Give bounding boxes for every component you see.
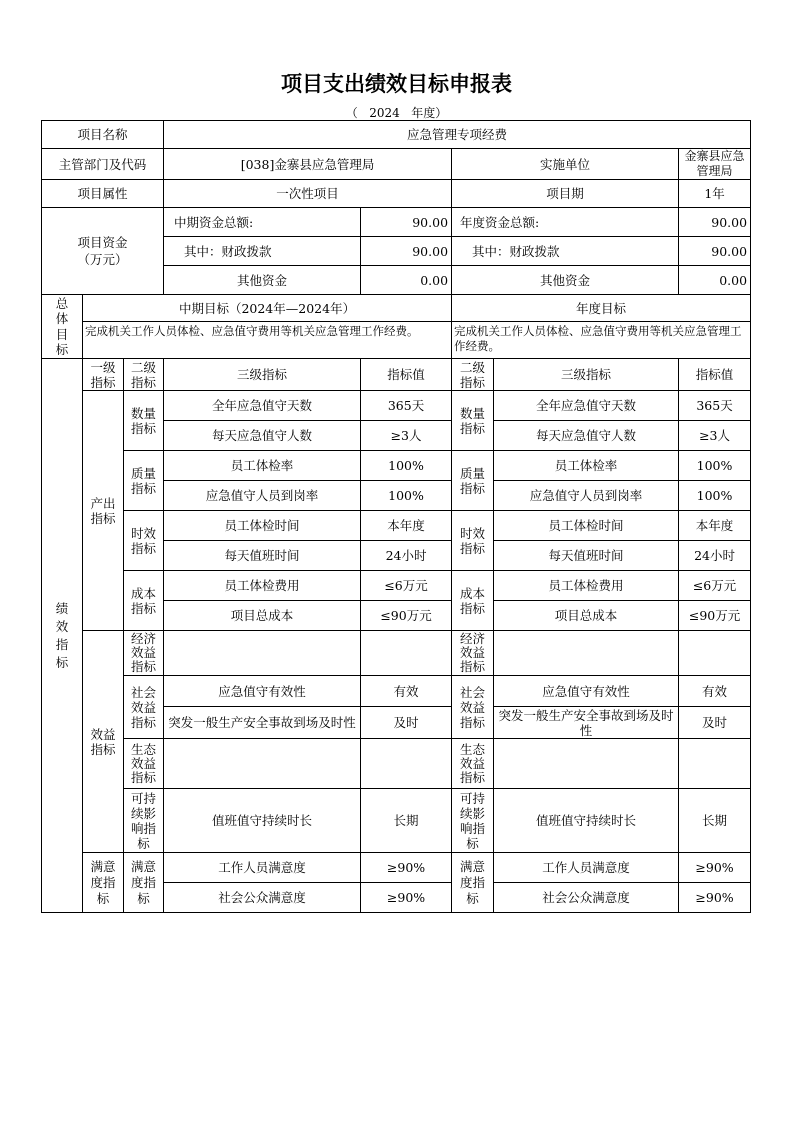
ind-name: 员工体检时间 bbox=[164, 511, 361, 541]
ind-value: 有效 bbox=[361, 676, 452, 707]
l2-cost: 成本 指标 bbox=[124, 571, 164, 631]
ind-name-annual: 全年应急值守天数 bbox=[494, 391, 679, 421]
ind-name-annual: 员工体检费用 bbox=[494, 571, 679, 601]
l2-social-annual: 社会 效益 指标 bbox=[452, 676, 494, 739]
ind-name: 每天值班时间 bbox=[164, 541, 361, 571]
value-annual-other: 0.00 bbox=[679, 266, 751, 295]
ind-value-empty bbox=[361, 631, 452, 676]
ind-value-annual: 100% bbox=[679, 451, 751, 481]
label-satisfaction: 满意 度指 标 bbox=[83, 853, 124, 913]
value-annual-fiscal: 90.00 bbox=[679, 237, 751, 266]
hdr-level1: 一级 指标 bbox=[83, 359, 124, 391]
ind-value: 及时 bbox=[361, 707, 452, 739]
label-mid-other: 其他资金 bbox=[164, 266, 361, 295]
label-project-name: 项目名称 bbox=[42, 121, 164, 149]
ind-name: 工作人员满意度 bbox=[164, 853, 361, 883]
value-annual-total: 90.00 bbox=[679, 208, 751, 237]
ind-value-empty-annual bbox=[679, 631, 751, 676]
ind-value-annual: 100% bbox=[679, 481, 751, 511]
ind-name-annual: 值班值守持续时长 bbox=[494, 789, 679, 853]
value-period: 1年 bbox=[679, 180, 751, 208]
l2-satisfaction: 满意 度指 标 bbox=[124, 853, 164, 913]
ind-value-annual: ≥90% bbox=[679, 883, 751, 913]
label-benefit: 效益 指标 bbox=[83, 631, 124, 853]
ind-name: 项目总成本 bbox=[164, 601, 361, 631]
ind-value: 100% bbox=[361, 451, 452, 481]
ind-value-empty bbox=[361, 739, 452, 789]
value-mid-goal: 完成机关工作人员体检、应急值守费用等机关应急管理工作经费。 bbox=[83, 322, 452, 359]
ind-value-annual: ≥3人 bbox=[679, 421, 751, 451]
label-period: 项目期 bbox=[452, 180, 679, 208]
ind-value: 长期 bbox=[361, 789, 452, 853]
ind-value: 24小时 bbox=[361, 541, 452, 571]
ind-name-annual: 每天应急值守人数 bbox=[494, 421, 679, 451]
ind-value: ≤90万元 bbox=[361, 601, 452, 631]
label-mid-total: 中期资金总额: bbox=[164, 208, 361, 237]
label-overall-goal: 总 体 目 标 bbox=[42, 295, 83, 359]
ind-value-annual: ≤6万元 bbox=[679, 571, 751, 601]
ind-name: 每天应急值守人数 bbox=[164, 421, 361, 451]
ind-name: 应急值守人员到岗率 bbox=[164, 481, 361, 511]
ind-name: 全年应急值守天数 bbox=[164, 391, 361, 421]
label-annual-goal: 年度目标 bbox=[452, 295, 751, 322]
ind-value: 本年度 bbox=[361, 511, 452, 541]
label-funds: 项目资金 （万元） bbox=[42, 208, 164, 295]
label-annual-other: 其他资金 bbox=[452, 266, 679, 295]
ind-value-annual: 365天 bbox=[679, 391, 751, 421]
ind-value: ≤6万元 bbox=[361, 571, 452, 601]
l2-economic-annual: 经济 效益 指标 bbox=[452, 631, 494, 676]
ind-value-annual: 有效 bbox=[679, 676, 751, 707]
hdr-level2: 二级 指标 bbox=[124, 359, 164, 391]
l2-quality-annual: 质量 指标 bbox=[452, 451, 494, 511]
label-attr: 项目属性 bbox=[42, 180, 164, 208]
ind-name-annual: 社会公众满意度 bbox=[494, 883, 679, 913]
ind-name-annual: 应急值守有效性 bbox=[494, 676, 679, 707]
ind-value: 100% bbox=[361, 481, 452, 511]
label-impl-unit: 实施单位 bbox=[452, 149, 679, 180]
ind-name: 突发一般生产安全事故到场及时性 bbox=[164, 707, 361, 739]
ind-value-annual: 及时 bbox=[679, 707, 751, 739]
value-attr: 一次性项目 bbox=[164, 180, 452, 208]
ind-name: 员工体检率 bbox=[164, 451, 361, 481]
ind-name-annual: 工作人员满意度 bbox=[494, 853, 679, 883]
label-perf-indicators: 绩 效 指 标 bbox=[42, 359, 83, 913]
value-mid-total: 90.00 bbox=[361, 208, 452, 237]
value-mid-fiscal: 90.00 bbox=[361, 237, 452, 266]
l2-sustainable: 可持 续影 响指 标 bbox=[124, 789, 164, 853]
l2-ecological: 生态 效益 指标 bbox=[124, 739, 164, 789]
ind-name: 应急值守有效性 bbox=[164, 676, 361, 707]
label-annual-total: 年度资金总额: bbox=[452, 208, 679, 237]
l2-timeliness: 时效 指标 bbox=[124, 511, 164, 571]
hdr-level3: 三级指标 bbox=[164, 359, 361, 391]
ind-name-annual: 每天值班时间 bbox=[494, 541, 679, 571]
l2-quantity-annual: 数量 指标 bbox=[452, 391, 494, 451]
ind-value-annual: 24小时 bbox=[679, 541, 751, 571]
hdr-value: 指标值 bbox=[361, 359, 452, 391]
ind-name-empty-annual bbox=[494, 631, 679, 676]
ind-name-annual: 突发一般生产安全事故到场及时性 bbox=[494, 707, 679, 739]
ind-name: 社会公众满意度 bbox=[164, 883, 361, 913]
value-impl-unit: 金寨县应急管理局 bbox=[679, 149, 751, 180]
ind-value: 365天 bbox=[361, 391, 452, 421]
l2-quality: 质量 指标 bbox=[124, 451, 164, 511]
label-mid-goal: 中期目标（2024年—2024年） bbox=[83, 295, 452, 322]
year-value: 2024 bbox=[369, 106, 400, 120]
value-mid-other: 0.00 bbox=[361, 266, 452, 295]
label-mid-fiscal: 其中：财政拨款 bbox=[164, 237, 361, 266]
hdr-level2-annual: 二级 指标 bbox=[452, 359, 494, 391]
value-project-name: 应急管理专项经费 bbox=[164, 121, 751, 149]
l2-quantity: 数量 指标 bbox=[124, 391, 164, 451]
hdr-value-annual: 指标值 bbox=[679, 359, 751, 391]
ind-value-annual: 长期 bbox=[679, 789, 751, 853]
ind-name-empty bbox=[164, 631, 361, 676]
ind-name-annual: 员工体检率 bbox=[494, 451, 679, 481]
year-line bbox=[0, 104, 793, 121]
ind-value-annual: 本年度 bbox=[679, 511, 751, 541]
l2-economic: 经济 效益 指标 bbox=[124, 631, 164, 676]
value-dept: [038]金寨县应急管理局 bbox=[164, 149, 452, 180]
label-output: 产出 指标 bbox=[83, 391, 124, 631]
ind-value-annual: ≤90万元 bbox=[679, 601, 751, 631]
l2-ecological-annual: 生态 效益 指标 bbox=[452, 739, 494, 789]
label-dept: 主管部门及代码 bbox=[42, 149, 164, 180]
ind-name-annual: 应急值守人员到岗率 bbox=[494, 481, 679, 511]
ind-name-annual: 员工体检时间 bbox=[494, 511, 679, 541]
ind-name: 员工体检费用 bbox=[164, 571, 361, 601]
value-annual-goal: 完成机关工作人员体检、应急值守费用等机关应急管理工作经费。 bbox=[452, 322, 751, 359]
l2-timeliness-annual: 时效 指标 bbox=[452, 511, 494, 571]
l2-satisfaction-annual: 满意 度指 标 bbox=[452, 853, 494, 913]
hdr-level3-annual: 三级指标 bbox=[494, 359, 679, 391]
ind-name-empty bbox=[164, 739, 361, 789]
label-annual-fiscal: 其中：财政拨款 bbox=[452, 237, 679, 266]
ind-name: 值班值守持续时长 bbox=[164, 789, 361, 853]
ind-name-empty-annual bbox=[494, 739, 679, 789]
l2-sustainable-annual: 可持 续影 响指 标 bbox=[452, 789, 494, 853]
ind-value-empty-annual bbox=[679, 739, 751, 789]
ind-value: ≥90% bbox=[361, 853, 452, 883]
l2-cost-annual: 成本 指标 bbox=[452, 571, 494, 631]
l2-social: 社会 效益 指标 bbox=[124, 676, 164, 739]
year-open: （ bbox=[345, 106, 358, 120]
ind-value: ≥3人 bbox=[361, 421, 452, 451]
page-title: 项目支出绩效目标申报表 bbox=[281, 72, 512, 96]
ind-value: ≥90% bbox=[361, 883, 452, 913]
ind-name-annual: 项目总成本 bbox=[494, 601, 679, 631]
performance-target-table bbox=[41, 120, 751, 913]
ind-value-annual: ≥90% bbox=[679, 853, 751, 883]
year-close: 年度） bbox=[411, 106, 448, 120]
